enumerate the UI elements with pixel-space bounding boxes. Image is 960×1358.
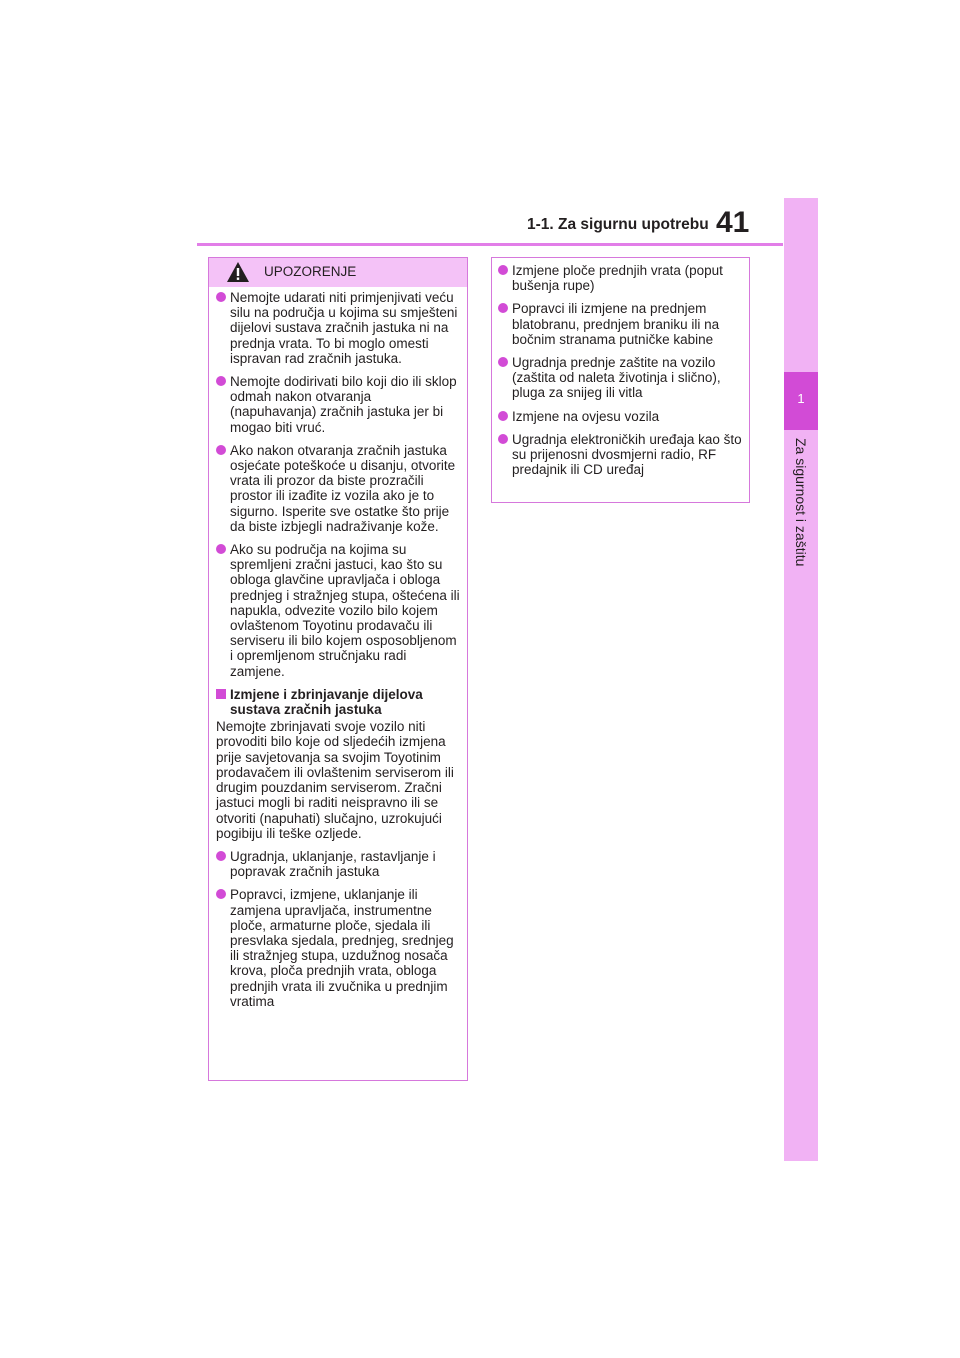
chapter-label: Za sigurnost i zaštitu	[793, 438, 809, 567]
list-item: Ako nakon otvaranja zračnih jastuka osjećate poteškoće u disanju, otvorite vrata ili prozor da biste prozračili prostor ili izađite iz vozila ako je to sigurno. Isperite sve ostatke što prije da biste izbjegli nadraživanje kože.	[216, 443, 461, 534]
list-item: Ugradnja prednje zaštite na vozilo (zaštita od naleta životinja i slično), pluga za snijeg ili vitla	[498, 355, 743, 401]
square-bullet-icon	[216, 689, 226, 699]
page-number: 41	[716, 206, 750, 239]
bullet-icon	[498, 357, 508, 367]
bullet-icon	[498, 303, 508, 313]
warning-content	[209, 287, 467, 1009]
header-divider	[197, 243, 783, 246]
chapter-side-tab	[784, 198, 818, 1161]
list-item: Popravci, izmjene, uklanjanje ili zamjena upravljača, instrumentne ploče, armaturne ploče, sjedala ili presvlaka sjedala, prednjeg, srednjeg ili stražnjeg stupa, uzdužnog nosača krova, ploča prednjih vrata, obloga prednjih vrata ili zvučnika u prednjim vratima	[216, 887, 461, 1009]
list-item: Ugradnja, uklanjanje, rastavljanje i popravak zračnih jastuka	[216, 849, 461, 879]
bullet-icon	[216, 889, 226, 899]
chapter-number: 1	[797, 391, 805, 406]
warning-triangle-icon	[226, 261, 250, 283]
subheading: Izmjene i zbrinjavanje dijelova sustava zračnih jastuka	[216, 687, 461, 717]
list-item: Izmjene na ovjesu vozila	[498, 409, 743, 424]
bullet-icon	[216, 544, 226, 554]
section-title: 1-1. Za sigurnu upotrebu	[527, 216, 709, 233]
bullet-icon	[498, 411, 508, 421]
warning-paragraph: Nemojte zbrinjavati svoje vozilo niti provoditi bilo koje od sljedećih izmjena prije savjetovanja sa svojim Toyotinim prodavačem ili ovlaštenim serviserom ili drugim pouzdanim serviserom. Zračni jastuci mogli bi raditi neispravno ili se otvoriti (napuhati) slučajno, uzrokujući pogibiju ili teške ozljede.	[216, 719, 454, 841]
bullet-icon	[498, 434, 508, 444]
list-item: Popravci ili izmjene na prednjem blatobranu, prednjem braniku ili na bočnim stranama putničke kabine	[498, 301, 743, 347]
warning-header	[209, 258, 467, 287]
bullet-icon	[216, 376, 226, 386]
list-item: Ako su područja na kojima su spremljeni zračni jastuci, kao što su obloga glavčine upravljača i obloga prednjeg i stražnjeg stupa, oštećena ili napukla, odvezite vozilo bilo kojem ovlaštenom Toyotinu prodavaču ili serviseru ili bilo kojem osposobljenom i opremljenom stručnjaku radi zamjene.	[216, 542, 461, 679]
bullet-icon	[216, 445, 226, 455]
list-item: Nemojte udarati niti primjenjivati veću silu na područja u kojima su smješteni dijelovi sustava zračnih jastuka ni na prednja vrata. To bi moglo omesti ispravan rad zračnih jastuka.	[216, 290, 461, 366]
bullet-icon	[216, 851, 226, 861]
list-item: Izmjene ploče prednjih vrata (poput bušenja rupe)	[498, 263, 743, 293]
list-item: Nemojte dodirivati bilo koji dio ili sklop odmah nakon otvaranja (napuhavanja) zračnih jastuka jer bi mogao biti vruć.	[216, 374, 461, 435]
warning-box	[208, 257, 468, 1081]
bullet-icon	[498, 265, 508, 275]
bullet-icon	[216, 292, 226, 302]
warning-continuation-box	[491, 257, 750, 503]
warning-title: UPOZORENJE	[264, 264, 357, 279]
list-item: Ugradnja elektroničkih uređaja kao što su prijenosni dvosmjerni radio, RF predajnik ili CD uređaj	[498, 432, 743, 478]
